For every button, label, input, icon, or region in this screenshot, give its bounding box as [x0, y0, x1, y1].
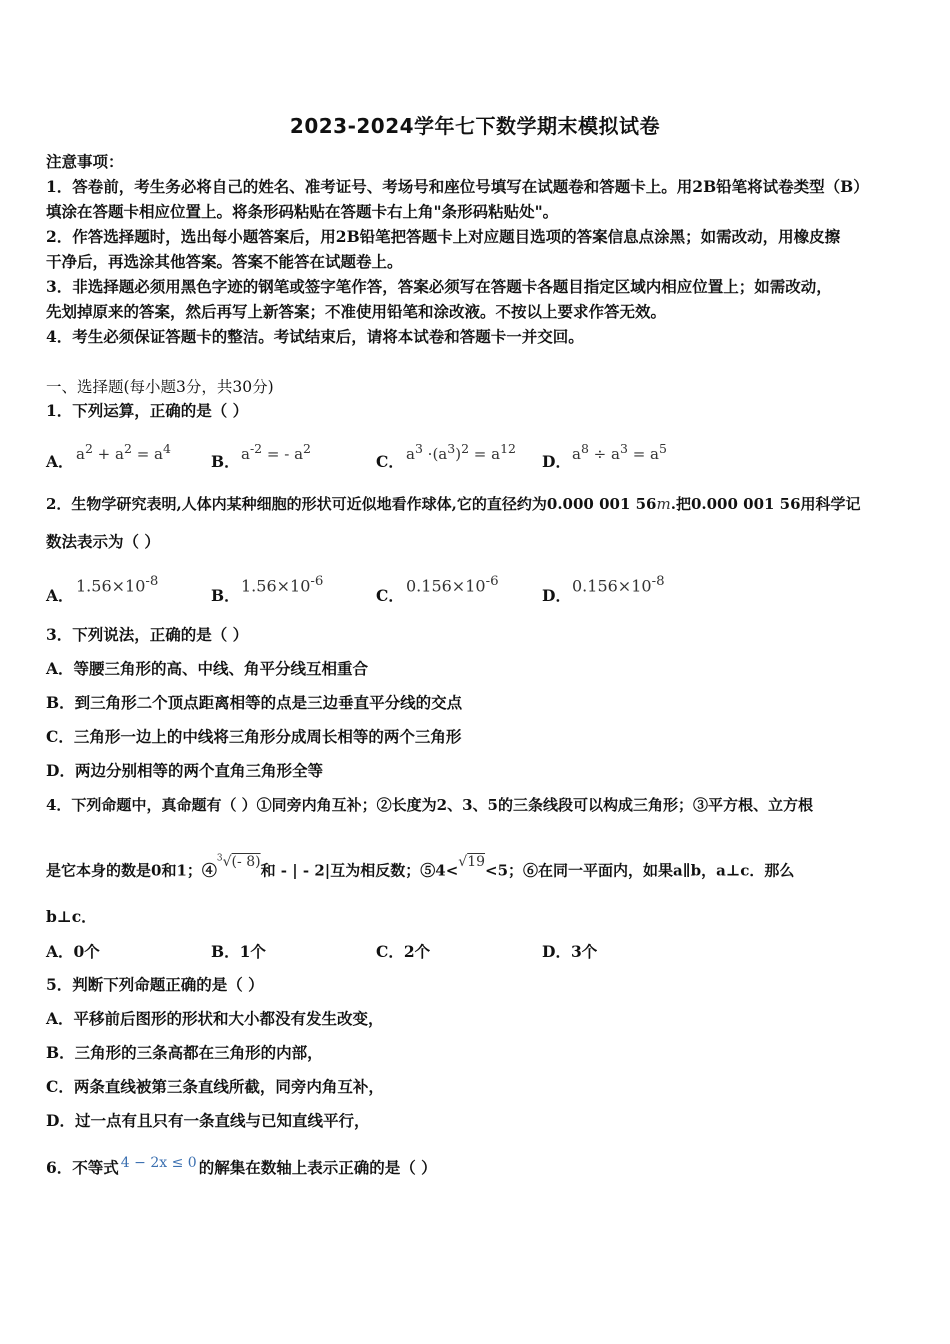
cube-root-expression: $^3$√(- 8): [216, 853, 261, 870]
inequality-expression: 4 − 2x ≤ 0: [120, 1155, 197, 1171]
exam-title: 2023-2024学年七下数学期末模拟试卷: [289, 114, 661, 138]
notice-heading: 注意事项：: [46, 152, 124, 171]
q5-option-b: B．三角形的三条高都在三角形的内部，: [46, 1043, 323, 1062]
question-4-stem: 4．下列命题中，真命题有（ ）①同旁内角互补；②长度为2、3、5的三条线段可以构成三角形；③平方根、立方根: [46, 796, 813, 814]
question-1-options: [46, 442, 906, 472]
question-5-stem: 5．判断下列命题正确的是（ ）: [46, 975, 264, 994]
q1-option-c: C． $a^3 \cdot(a^3)^2 = a^{12}$: [376, 441, 516, 471]
q4-option-b: B．1个: [211, 942, 266, 961]
question-4-stem-continued: 是它本身的数是0和1；④$^3$√(- 8)和 - | - 2|互为相反数；⑤4<√19<5；⑥在同一平面内，如果a∥b，a⊥c．那么: [46, 853, 795, 880]
question-4-options: [46, 937, 906, 967]
q5-option-c: C．两条直线被第三条直线所截，同旁内角互补，: [46, 1077, 384, 1096]
q2-option-c: C．$0.156\times 10^{-6}$: [376, 574, 499, 606]
q2-option-b: B．$1.56\times 10^{-6}$: [211, 574, 324, 606]
notice-line: 填涂在答题卡相应位置上。将条形码粘贴在答题卡右上角"条形码粘贴处"。: [46, 202, 559, 221]
notice-line: 干净后，再选涂其他答案。答案不能答在试题卷上。: [46, 252, 403, 271]
q5-option-d: D．过一点有且只有一条直线与已知直线平行，: [46, 1111, 370, 1130]
notice-line: 先划掉原来的答案，然后再写上新答案；不准使用铅笔和涂改液。不按以上要求作答无效。: [46, 302, 667, 321]
q3-option-b: B．到三角形二个顶点距离相等的点是三边垂直平分线的交点: [46, 693, 463, 712]
section-heading: 一、选择题(每小题3分，共30分): [46, 378, 274, 396]
q5-option-a: A．平移前后图形的形状和大小都没有发生改变，: [46, 1009, 384, 1028]
q2-option-a: A．$1.56\times 10^{-8}$: [46, 574, 159, 606]
question-4-stem-end: b⊥c．: [46, 907, 97, 926]
question-2-stem: 2．生物学研究表明,人体内某种细胞的形状可近似地看作球体,它的直径约为0.000 001 56m.把0.000 001 56用科学记: [46, 495, 861, 513]
q1-option-d: D．$a^8 \div a^3 = a^5$: [542, 441, 667, 471]
square-root-expression: √19: [458, 853, 486, 870]
q1-option-a: A． $a^2 + a^2 = a^4$: [46, 441, 171, 471]
q4-option-d: D．3个: [542, 942, 598, 961]
q3-option-c: C．三角形一边上的中线将三角形分成周长相等的两个三角形: [46, 727, 462, 746]
notice-line: 2．作答选择题时，选出每小题答案后，用2B铅笔把答题卡上对应题目选项的答案信息点涂黑；如需改动，用橡皮擦: [46, 227, 841, 246]
notice-line: 3．非选择题必须用黑色字迹的钢笔或签字笔作答，答案必须写在答题卡各题目指定区域内相应位置上；如需改动，: [46, 277, 832, 296]
notice-line: 4．考生必须保证答题卡的整洁。考试结束后，请将本试卷和答题卡一并交回。: [46, 327, 584, 346]
question-6-stem: 6．不等式 4 − 2x ≤ 0 的解集在数轴上表示正确的是（ ）: [46, 1155, 437, 1177]
q2-option-d: D．$0.156\times 10^{-8}$: [542, 574, 665, 606]
question-2-options: [46, 574, 906, 607]
q4-option-a: A．0个: [46, 942, 100, 961]
notice-line: 1．答卷前，考生务必将自己的姓名、准考证号、考场号和座位号填写在试题卷和答题卡上。用2B铅笔将试卷类型（B）: [46, 177, 869, 196]
q3-option-d: D．两边分别相等的两个直角三角形全等: [46, 761, 323, 780]
question-2-stem-continued: 数法表示为（ ）: [46, 532, 160, 551]
q4-option-c: C．2个: [376, 942, 431, 961]
question-3-stem: 3．下列说法，正确的是（ ）: [46, 625, 249, 644]
question-1-stem: 1．下列运算，正确的是（ ）: [46, 401, 249, 420]
q3-option-a: A．等腰三角形的高、中线、角平分线互相重合: [46, 659, 369, 678]
q1-option-b: B．$a^{-2}$ = - $a^2$: [211, 441, 311, 471]
